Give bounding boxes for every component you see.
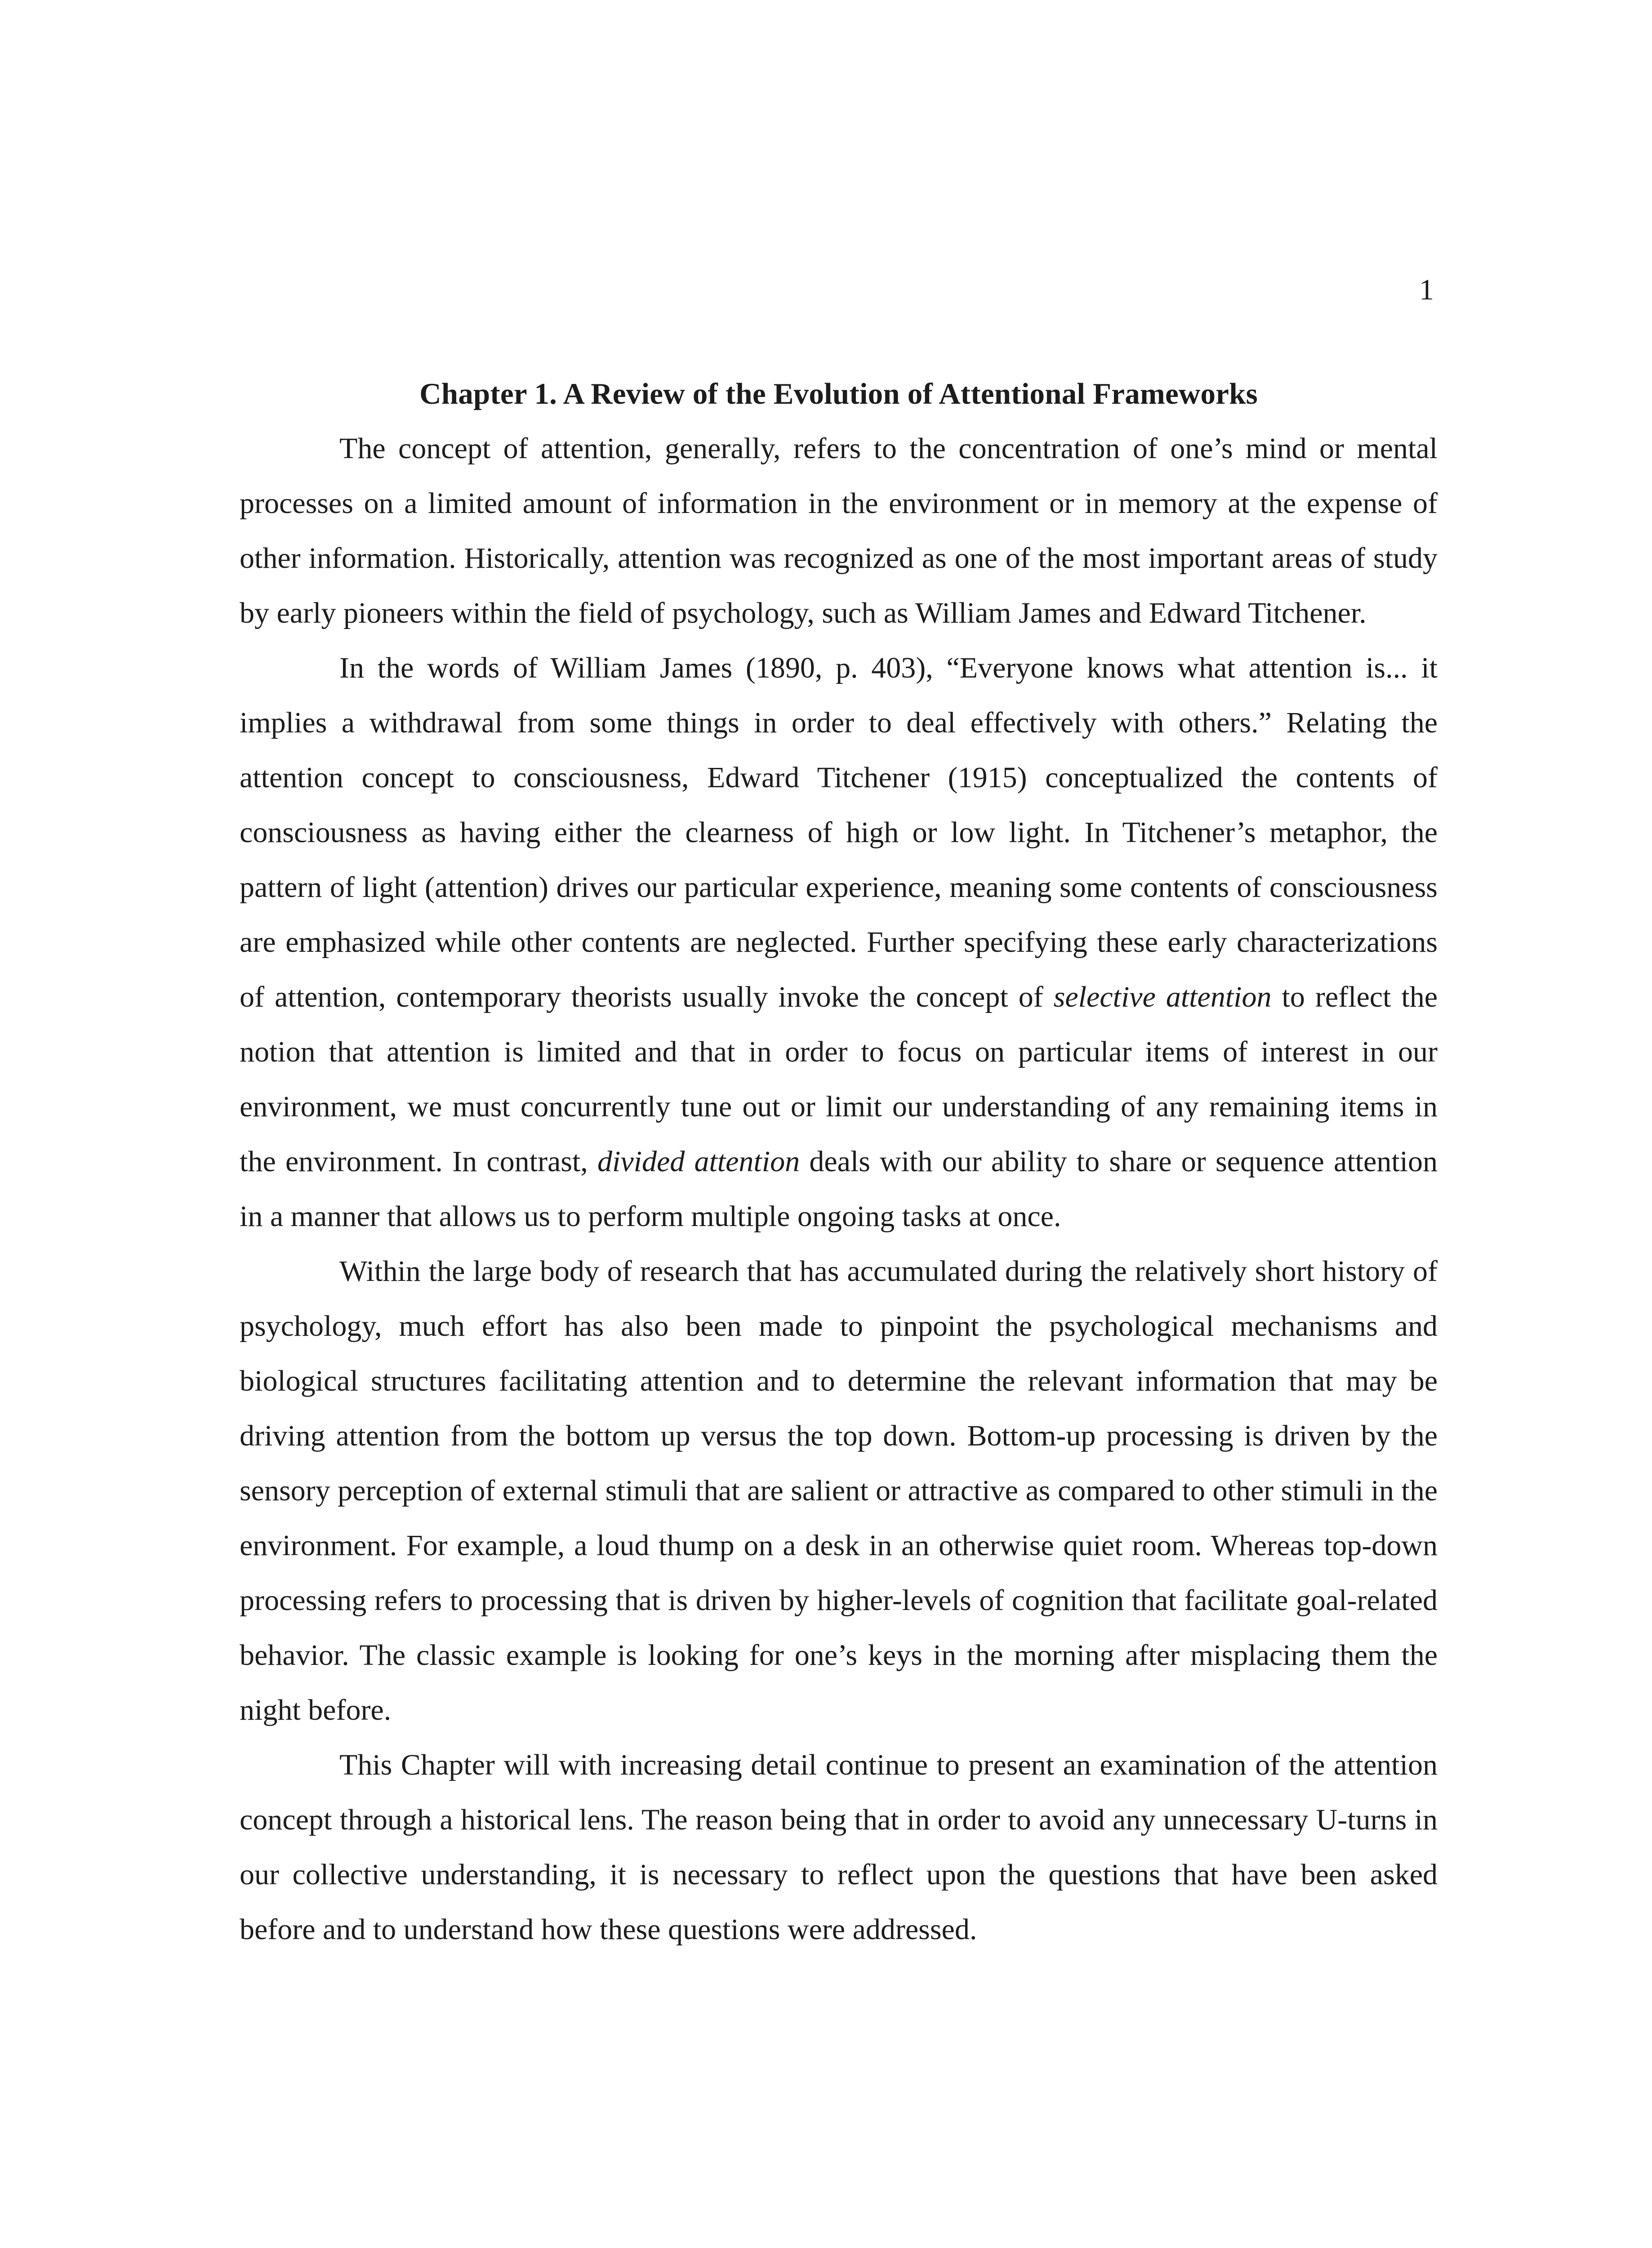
chapter-title: Chapter 1. A Review of the Evolution of Attentional Frameworks	[419, 377, 1258, 410]
paragraph-2-text-end: deals with our ability to share or sequence attention in a manner that allows us to perform multiple ongoing tasks at once.	[240, 1145, 1438, 1233]
term-selective-attention: selective attention	[1053, 981, 1272, 1013]
paragraph-2	[240, 641, 1438, 1244]
paragraph-1-text: The concept of attention, generally, refers to the concentration of one’s mind or mental processes on a limited amount of information in the environment or in memory at the expense of other information. Historically, attention was recognized as one of the most important areas of study by early pioneers within the field of psychology, such as William James and Edward Titchener.	[240, 432, 1438, 629]
chapter-body	[240, 366, 1438, 1957]
paragraph-2-text: In the words of William James (1890, p. 403), “Everyone knows what attention is... it implies a withdrawal from some things in order to deal effectively with others.” Relating the attention concept to consciousness, Edward Titchener (1915) conceptualized the contents of consciousness as having either the clearness of high or low light. In Titchener’s metaphor, the pattern of light (attention) drives our particular experience, meaning some contents of consciousness are emphasized while other contents are neglected. Further specifying these early characterizations of attention, contemporary theorists usually invoke the concept of	[240, 651, 1438, 1013]
paragraph-4-text: This Chapter will with increasing detail continue to present an examination of the attention concept through a historical lens. The reason being that in order to avoid any unnecessary U-turns in our collective understanding, it is necessary to reflect upon the questions that have been asked before and to understand how these questions were addressed.	[240, 1748, 1438, 1946]
paragraph-4	[240, 1738, 1438, 1957]
paragraph-1	[240, 421, 1438, 641]
paragraph-2-text-continued: to reflect the notion that attention is limited and that in order to focus on particular items of interest in our environment, we must concurrently tune out or limit our understanding of any remaining items in the environment. In contrast,	[240, 981, 1438, 1178]
paragraph-3	[240, 1244, 1438, 1738]
page-number: 1	[1419, 273, 1434, 306]
term-divided-attention: divided attention	[597, 1145, 800, 1178]
paragraph-3-text: Within the large body of research that has accumulated during the relatively short history of psychology, much effort has also been made to pinpoint the psychological mechanisms and biological structures facilitating attention and to determine the relevant information that may be driving attention from the bottom up versus the top down. Bottom-up processing is driven by the sensory perception of external stimuli that are salient or attractive as compared to other stimuli in the environment. For example, a loud thump on a desk in an otherwise quiet room. Whereas top-down processing refers to processing that is driven by higher-levels of cognition that facilitate goal-related behavior. The classic example is looking for one’s keys in the morning after misplacing them the night before.	[240, 1255, 1438, 1726]
